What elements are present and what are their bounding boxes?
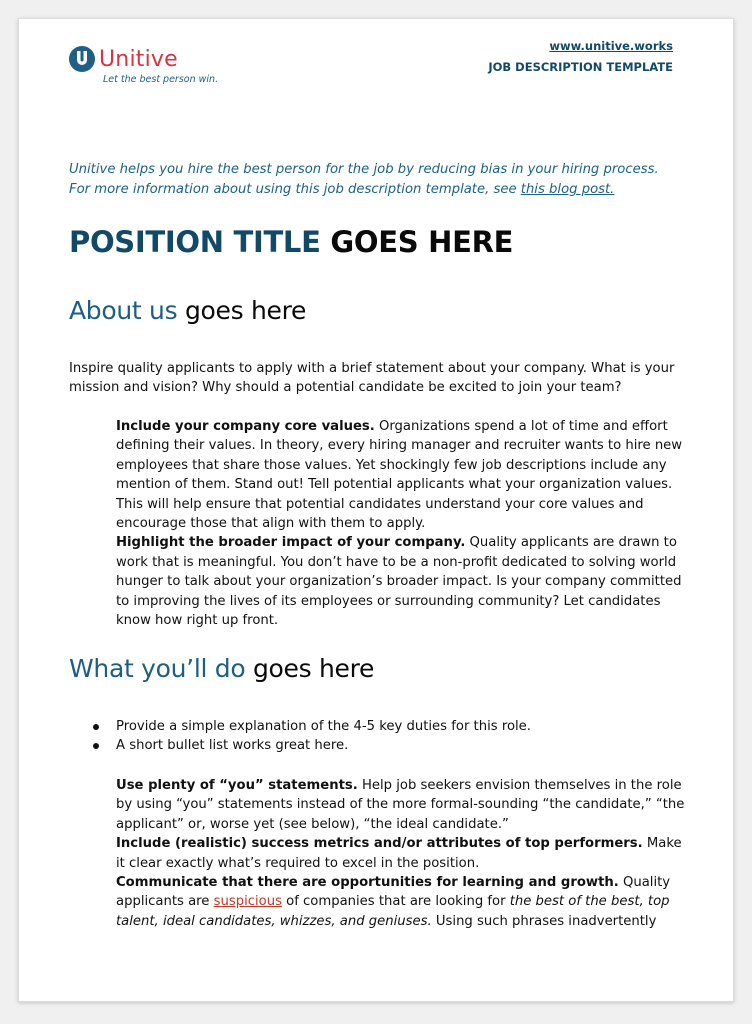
position-title-plain: GOES HERE xyxy=(320,225,514,259)
unitive-logo-icon xyxy=(68,45,96,73)
bullet-icon xyxy=(93,743,99,749)
about-heading-colored: About us xyxy=(69,296,178,325)
bullet-icon xyxy=(93,724,99,730)
blog-post-link[interactable]: this blog post. xyxy=(520,182,615,197)
duties-heading xyxy=(69,654,374,683)
position-title-colored: POSITION TITLE xyxy=(69,225,321,259)
duties-list xyxy=(91,717,691,756)
tip-core-values-text: Organizations spend a lot of time and effort defining their values. In theory, every hiring manager and recruiter wants to hire new employees that share those values. Yet shockingly few job descriptions include any mention of them. Stand out! Tell potential applicants what your organization values. This will help ensure that potential candidates understand your core values and encourage those that align with them to apply. xyxy=(116,419,683,532)
list-item: Provide a simple explanation of the 4-5 key duties for this role. xyxy=(91,717,691,736)
about-heading-plain: goes here xyxy=(177,296,307,325)
document-page xyxy=(18,18,734,1002)
duties-heading-colored: What you’ll do xyxy=(69,654,246,683)
position-title xyxy=(69,225,513,259)
about-paragraph: Inspire quality applicants to apply with a brief statement about your company. What is your mission and vision? Why should a potential candidate be excited to join your team? xyxy=(69,361,675,396)
tip-core-values-bold: Include your company core values. xyxy=(116,419,375,434)
brand-name: Unitive xyxy=(99,47,178,72)
about-heading xyxy=(69,296,306,325)
intro-paragraph xyxy=(69,160,689,200)
intro-line-2: For more information about using this job description template, see xyxy=(69,182,521,197)
website-link[interactable]: www.unitive.works xyxy=(549,39,673,53)
tip-success-metrics-bold: Include (realistic) success metrics and/or attributes of top performers. xyxy=(116,836,643,852)
intro-line-1: Unitive helps you hire the best person for the job by reducing bias in your hiring process. xyxy=(69,162,659,177)
tip-broader-impact-text: Quality applicants are drawn to work that is meaningful. You don’t have to be a non-profit dedicated to solving world hunger to talk about your organization’s broader impact. Is your company committed to improving the lives of its employees or surrounding community? Let candidates know how right up front. xyxy=(116,535,682,629)
brand-tagline: Let the best person win. xyxy=(103,74,219,85)
tip-you-statements-text: Help job seekers envision themselves in the role by using “you” statements instead of the more formal-sounding “the candidate,” “the applicant” or, worse yet (see below), “the ideal candidate.” xyxy=(116,778,685,832)
tip-learning-growth: Communicate that there are opportunities for learning and growth. Quality applicants are suspicious of companies that are looking for the best of the best, top talent, ideal candidates, whizzes, and geniuses. Using such phrases inadvertently xyxy=(116,875,671,929)
tip-broader-impact-bold: Highlight the broader impact of your company. xyxy=(116,535,466,551)
duties-heading-plain: goes here xyxy=(245,654,375,683)
tip-success-metrics xyxy=(116,834,689,873)
list-item: A short bullet list works great here. xyxy=(91,736,691,755)
tip-learning-growth-italic: the best of the best, top talent, ideal candidates, whizzes, and geniuses. xyxy=(116,894,670,929)
tip-learning-growth-bold: Communicate that there are opportunities for learning and growth. xyxy=(116,875,619,891)
about-tips xyxy=(116,417,689,630)
tip-core-values xyxy=(116,417,689,533)
tip-you-statements xyxy=(116,776,689,834)
duties-tips xyxy=(116,776,689,931)
header-right xyxy=(488,39,673,74)
tip-success-metrics-text: Make it clear exactly what’s required to excel in the position. xyxy=(116,836,682,871)
suspicious-link[interactable]: suspicious xyxy=(213,894,282,910)
tip-you-statements-bold: Use plenty of “you” statements. xyxy=(116,778,358,793)
document-label: JOB DESCRIPTION TEMPLATE xyxy=(488,60,673,74)
tip-broader-impact xyxy=(116,533,689,630)
